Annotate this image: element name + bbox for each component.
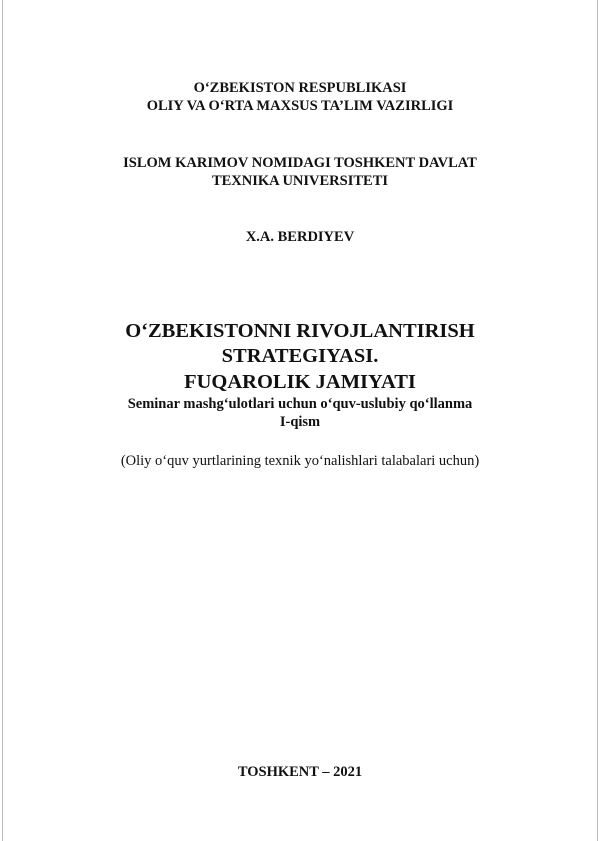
university-line-2: TEXNIKA UNIVERSITETI [211,173,389,189]
title-line-2: STRATEGIYASI. [221,345,379,367]
university-line-1: ISLOM KARIMOV NOMIDAGI TOSHKENT DAVLAT [123,155,477,171]
part-label: I-qism [279,414,321,430]
document-page [2,0,598,841]
audience-note: (Oliy o‘quv yurtlarining texnik yo‘nalishlari talabalari uchun) [120,453,480,469]
place-year: TOSHKENT – 2021 [237,764,363,780]
subtitle: Seminar mashg‘ulotlari uchun o‘quv-uslubiy qo‘llanma [127,396,473,412]
title-line-1: O‘ZBEKISTONNI RIVOJLANTIRISH [125,320,475,342]
title-line-3: FUQAROLIK JAMIYATI [184,371,416,393]
ministry-line-1: O‘ZBEKISTON RESPUBLIKASI [193,80,407,96]
author-name: X.A. BERDIYEV [245,229,355,245]
ministry-line-2: OLIY VA O‘RTA MAXSUS TA’LIM VAZIRLIGI [146,98,454,114]
